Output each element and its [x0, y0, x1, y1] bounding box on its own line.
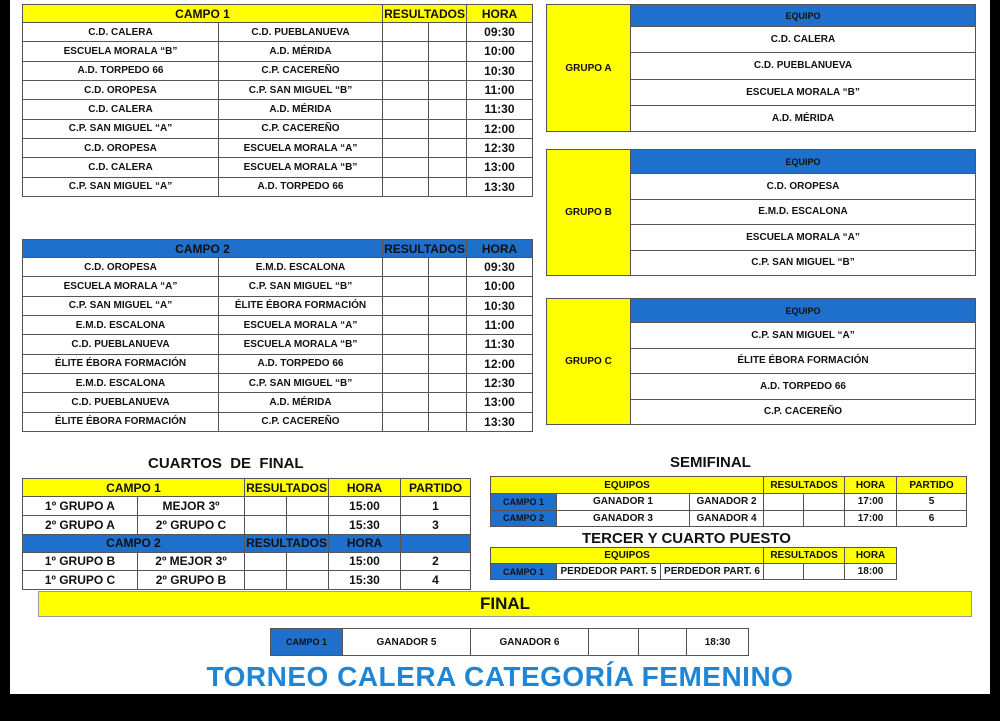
team-b: GANADOR 6 [471, 629, 589, 656]
score-cell[interactable] [429, 258, 467, 277]
field-label: CAMPO 1 [491, 564, 557, 580]
table-row [23, 515, 471, 534]
score-cell[interactable] [429, 177, 467, 196]
campo1-title: CAMPO 1 [23, 5, 383, 23]
team-b: 2º GRUPO B [138, 571, 245, 590]
score-cell[interactable] [383, 412, 429, 431]
match-home: C.D. OROPESA [23, 80, 219, 99]
match-time: 17:00 [845, 494, 897, 511]
match-number: 1 [401, 497, 471, 516]
match-away: ESCUELA MORALA “A” [219, 315, 383, 334]
score-cell[interactable] [804, 510, 845, 527]
page-title: TORNEO CALERA CATEGORÍA FEMENINO [206, 661, 794, 692]
campo1-table [22, 4, 533, 197]
match-home: C.D. CALERA [23, 23, 219, 42]
cuartos-partido-header: PARTIDO [401, 479, 471, 497]
match-away: C.P. SAN MIGUEL “B” [219, 80, 383, 99]
score-cell[interactable] [383, 119, 429, 138]
semifinal-resultados-header: RESULTADOS [764, 477, 845, 494]
match-time: 18:30 [687, 629, 749, 656]
table-row [23, 571, 471, 590]
match-home: E.M.D. ESCALONA [23, 373, 219, 392]
match-away: ESCUELA MORALA “B” [219, 158, 383, 177]
match-time: 15:00 [329, 552, 401, 571]
match-time: 13:00 [467, 158, 533, 177]
match-home: E.M.D. ESCALONA [23, 315, 219, 334]
match-time: 09:30 [467, 258, 533, 277]
match-number: 3 [401, 515, 471, 534]
match-time: 12:00 [467, 354, 533, 373]
table-row [23, 258, 533, 277]
match-away: C.P. CACEREÑO [219, 412, 383, 431]
score-cell[interactable] [764, 510, 804, 527]
campo2-resultados-header: RESULTADOS [384, 241, 465, 256]
final-table [270, 628, 749, 656]
team-b: GANADOR 2 [690, 494, 764, 511]
table-row [23, 158, 533, 177]
score-cell[interactable] [429, 277, 467, 296]
group-header: EQUIPO [631, 299, 976, 323]
table-row [491, 494, 967, 511]
score-cell[interactable] [383, 138, 429, 157]
score-cell[interactable] [383, 315, 429, 334]
score-cell[interactable] [429, 296, 467, 315]
team-a: 1º GRUPO A [23, 497, 138, 516]
group-team: A.D. TORPEDO 66 [631, 374, 976, 400]
group-name: GRUPO B [547, 150, 631, 276]
match-away: ESCUELA MORALA “B” [219, 335, 383, 354]
field-label: CAMPO 1 [491, 494, 557, 511]
group-header: EQUIPO [631, 5, 976, 27]
team-a: 1º GRUPO B [23, 552, 138, 571]
match-home: C.P. SAN MIGUEL “A” [23, 119, 219, 138]
semifinal-partido-header: PARTIDO [897, 477, 967, 494]
team-a: GANADOR 1 [557, 494, 690, 511]
score-cell[interactable] [287, 571, 329, 590]
team-b: 2º MEJOR 3º [138, 552, 245, 571]
group-team: C.D. CALERA [631, 27, 976, 53]
match-away: C.P. SAN MIGUEL “B” [219, 373, 383, 392]
group-team: C.D. OROPESA [631, 174, 976, 200]
match-home: ÉLITE ÉBORA FORMACIÓN [23, 412, 219, 431]
table-row [491, 510, 967, 527]
table-row [23, 100, 533, 119]
score-cell[interactable] [245, 497, 287, 516]
cuartos-title: CUARTOS DE FINAL [148, 455, 304, 472]
campo1-resultados-header: RESULTADOS [384, 6, 465, 21]
score-cell[interactable] [429, 393, 467, 412]
match-time: 18:00 [845, 564, 897, 580]
score-cell[interactable] [764, 494, 804, 511]
score-cell[interactable] [429, 100, 467, 119]
score-cell[interactable] [245, 515, 287, 534]
match-time: 13:30 [467, 177, 533, 196]
field-label: CAMPO 2 [491, 510, 557, 527]
match-home: ESCUELA MORALA “B” [23, 42, 219, 61]
score-cell[interactable] [383, 23, 429, 42]
tercer-resultados-header: RESULTADOS [764, 548, 845, 564]
match-time: 11:00 [467, 315, 533, 334]
team-b: PERDEDOR PART. 6 [661, 564, 764, 580]
table-row [23, 80, 533, 99]
table-row [23, 335, 533, 354]
score-cell[interactable] [383, 42, 429, 61]
score-cell[interactable] [383, 393, 429, 412]
match-time: 15:30 [329, 515, 401, 534]
match-time: 15:30 [329, 571, 401, 590]
match-time: 11:30 [467, 100, 533, 119]
match-time: 17:00 [845, 510, 897, 527]
score-cell[interactable] [429, 138, 467, 157]
frame-bottom [0, 694, 1000, 721]
match-number: 4 [401, 571, 471, 590]
match-time: 10:30 [467, 296, 533, 315]
team-b: GANADOR 4 [690, 510, 764, 527]
score-cell[interactable] [383, 177, 429, 196]
score-cell[interactable] [383, 354, 429, 373]
campo1-hora-header: HORA [467, 5, 533, 23]
match-home: C.D. PUEBLANUEVA [23, 335, 219, 354]
match-away: A.D. TORPEDO 66 [219, 354, 383, 373]
table-row [23, 42, 533, 61]
match-away: E.M.D. ESCALONA [219, 258, 383, 277]
group-team: ESCUELA MORALA “B” [631, 79, 976, 105]
match-time: 13:00 [467, 393, 533, 412]
score-cell[interactable] [383, 100, 429, 119]
match-home: C.D. CALERA [23, 100, 219, 119]
group-team: E.M.D. ESCALONA [631, 199, 976, 225]
score-cell[interactable] [383, 277, 429, 296]
match-time: 11:00 [467, 80, 533, 99]
group-team: C.P. SAN MIGUEL “B” [631, 250, 976, 276]
match-time: 10:00 [467, 277, 533, 296]
score-cell[interactable] [383, 158, 429, 177]
match-away: C.P. CACEREÑO [219, 119, 383, 138]
group-name: GRUPO A [547, 5, 631, 132]
semifinal-title: SEMIFINAL [670, 454, 751, 471]
score-cell[interactable] [245, 571, 287, 590]
score-cell[interactable] [383, 80, 429, 99]
team-b: MEJOR 3º [138, 497, 245, 516]
cuartos-hora-header: HORA [329, 534, 401, 552]
score-cell[interactable] [429, 354, 467, 373]
match-home: ESCUELA MORALA “A” [23, 277, 219, 296]
semifinal-equipos-header: EQUIPOS [491, 477, 764, 494]
match-away: A.D. MÉRIDA [219, 100, 383, 119]
score-cell[interactable] [429, 373, 467, 392]
match-home: A.D. TORPEDO 66 [23, 61, 219, 80]
score-cell[interactable] [429, 80, 467, 99]
cuartos-hora-header: HORA [329, 479, 401, 497]
match-time: 15:00 [329, 497, 401, 516]
score-cell[interactable] [429, 119, 467, 138]
score-cell[interactable] [429, 335, 467, 354]
team-a: 2º GRUPO A [23, 515, 138, 534]
match-away: A.D. TORPEDO 66 [219, 177, 383, 196]
match-time: 12:30 [467, 138, 533, 157]
match-home: C.D. PUEBLANUEVA [23, 393, 219, 412]
team-a: GANADOR 5 [343, 629, 471, 656]
score-cell[interactable] [589, 629, 639, 656]
cuartos-resultados-header: RESULTADOS [246, 536, 327, 550]
score-cell[interactable] [245, 552, 287, 571]
match-time: 13:30 [467, 412, 533, 431]
score-cell[interactable] [383, 296, 429, 315]
cuartos-empty-header [401, 534, 471, 552]
group-c-table [546, 298, 976, 425]
campo2-hora-header: HORA [467, 240, 533, 258]
match-time: 10:30 [467, 61, 533, 80]
cuartos-resultados-header: RESULTADOS [246, 480, 327, 495]
match-time: 10:00 [467, 42, 533, 61]
table-row [23, 138, 533, 157]
score-cell[interactable] [429, 23, 467, 42]
table-row [271, 629, 749, 656]
match-away: ÉLITE ÉBORA FORMACIÓN [219, 296, 383, 315]
table-row [23, 296, 533, 315]
team-a: GANADOR 3 [557, 510, 690, 527]
team-a: 1º GRUPO C [23, 571, 138, 590]
score-cell[interactable] [429, 42, 467, 61]
score-cell[interactable] [804, 564, 845, 580]
group-team: C.P. SAN MIGUEL “A” [631, 323, 976, 349]
tercer-equipos-header: EQUIPOS [491, 548, 764, 564]
group-team: C.D. PUEBLANUEVA [631, 53, 976, 79]
table-row [23, 552, 471, 571]
score-cell[interactable] [429, 412, 467, 431]
semifinal-table [490, 476, 967, 527]
score-cell[interactable] [383, 373, 429, 392]
tercer-table [490, 547, 897, 580]
table-row [23, 373, 533, 392]
match-time: 12:30 [467, 373, 533, 392]
match-away: C.P. CACEREÑO [219, 61, 383, 80]
group-team: A.D. MÉRIDA [631, 105, 976, 131]
table-row [23, 497, 471, 516]
table-row [491, 564, 897, 580]
match-home: C.P. SAN MIGUEL “A” [23, 296, 219, 315]
match-home: C.D. OROPESA [23, 138, 219, 157]
match-away: C.P. SAN MIGUEL “B” [219, 277, 383, 296]
match-number: 2 [401, 552, 471, 571]
group-team: ÉLITE ÉBORA FORMACIÓN [631, 348, 976, 374]
match-away: A.D. MÉRIDA [219, 393, 383, 412]
table-row [23, 315, 533, 334]
score-cell[interactable] [287, 515, 329, 534]
table-row [23, 354, 533, 373]
score-cell[interactable] [429, 158, 467, 177]
group-name: GRUPO C [547, 299, 631, 425]
campo2-table [22, 239, 533, 432]
frame-left [0, 0, 10, 694]
match-home: ÉLITE ÉBORA FORMACIÓN [23, 354, 219, 373]
semifinal-hora-header: HORA [845, 477, 897, 494]
match-away: ESCUELA MORALA “A” [219, 138, 383, 157]
match-home: C.D. OROPESA [23, 258, 219, 277]
score-cell[interactable] [764, 564, 804, 580]
cuartos-table [22, 478, 471, 590]
group-team: ESCUELA MORALA “A” [631, 225, 976, 251]
table-row [23, 61, 533, 80]
match-number: 5 [897, 494, 967, 511]
score-cell[interactable] [383, 258, 429, 277]
match-home: C.D. CALERA [23, 158, 219, 177]
match-home: C.P. SAN MIGUEL “A” [23, 177, 219, 196]
tercer-title: TERCER Y CUARTO PUESTO [582, 530, 791, 547]
team-b: 2º GRUPO C [138, 515, 245, 534]
table-row [23, 177, 533, 196]
score-cell[interactable] [639, 629, 687, 656]
field-label: CAMPO 1 [271, 629, 343, 656]
score-cell[interactable] [429, 315, 467, 334]
table-row [23, 412, 533, 431]
score-cell[interactable] [804, 494, 845, 511]
group-team: C.P. CACEREÑO [631, 399, 976, 425]
campo2-title: CAMPO 2 [23, 240, 383, 258]
score-cell[interactable] [287, 497, 329, 516]
match-away: C.D. PUEBLANUEVA [219, 23, 383, 42]
match-away: A.D. MÉRIDA [219, 42, 383, 61]
tercer-hora-header: HORA [845, 548, 897, 564]
table-row [23, 393, 533, 412]
table-row [23, 23, 533, 42]
score-cell[interactable] [287, 552, 329, 571]
group-b-table [546, 149, 976, 276]
table-row [23, 277, 533, 296]
score-cell[interactable] [383, 335, 429, 354]
cuartos-campo2-label: CAMPO 2 [23, 534, 245, 552]
score-cell[interactable] [383, 61, 429, 80]
frame-right [990, 0, 1000, 694]
group-a-table [546, 4, 976, 132]
table-row [23, 119, 533, 138]
match-number: 6 [897, 510, 967, 527]
cuartos-campo1-label: CAMPO 1 [23, 479, 245, 497]
group-header: EQUIPO [631, 150, 976, 174]
match-time: 11:30 [467, 335, 533, 354]
score-cell[interactable] [429, 61, 467, 80]
match-time: 12:00 [467, 119, 533, 138]
team-a: PERDEDOR PART. 5 [557, 564, 661, 580]
final-banner: FINAL [38, 591, 972, 617]
match-time: 09:30 [467, 23, 533, 42]
